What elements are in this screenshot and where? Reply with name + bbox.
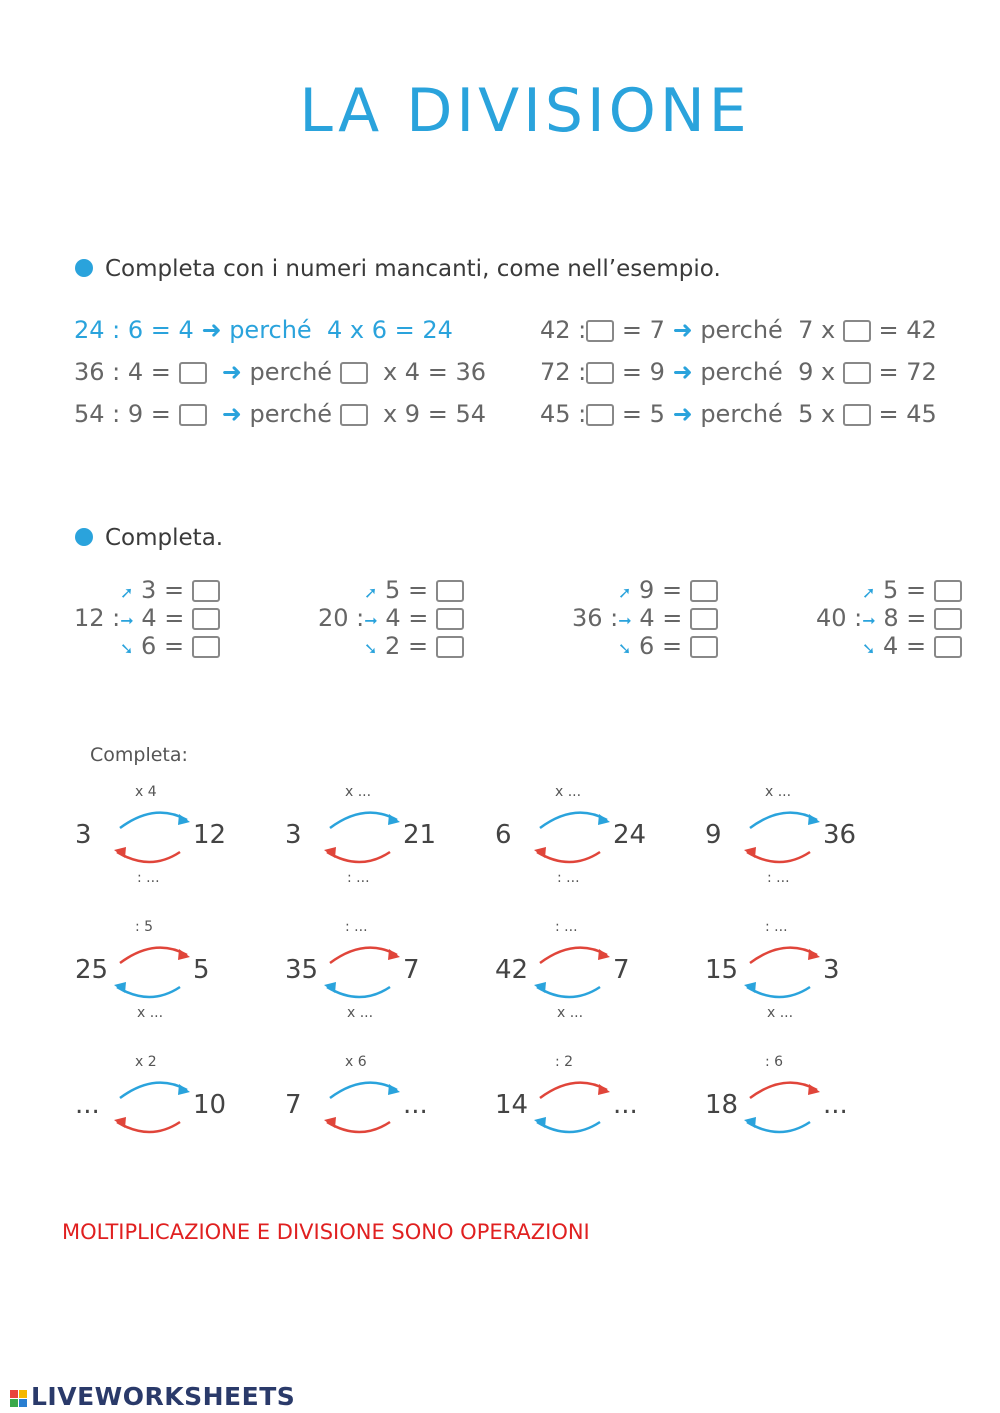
answer-box[interactable] (586, 362, 614, 384)
top-arrow (120, 1083, 187, 1098)
top-operation-label: x ... (555, 784, 582, 800)
bottom-operation-label: x ... (767, 1005, 794, 1021)
bottom-arrowhead (324, 982, 336, 993)
liveworksheets-logo: LIVEWORKSHEETS (10, 1382, 295, 1411)
top-arrowhead (388, 949, 400, 960)
top-arrowhead (178, 1084, 190, 1095)
cycle-diagram (75, 919, 275, 1035)
arrow-right-icon: ➞ (120, 611, 134, 630)
top-arrow (120, 813, 187, 828)
right-number: ... (823, 1090, 848, 1120)
arrow-right-icon: ➞ (364, 611, 378, 630)
bottom-arrowhead (534, 847, 546, 858)
cycle-diagram (495, 784, 695, 900)
arrow-right-icon: ➜ (672, 316, 693, 344)
left-number: 15 (705, 955, 739, 985)
cycle-diagram (495, 919, 695, 1035)
bottom-arrow (747, 852, 810, 862)
answer-box[interactable] (690, 636, 718, 658)
right-number: ... (403, 1090, 428, 1120)
equation-row: 36 : 4 = ➜ perché x 4 = 36 (74, 358, 486, 386)
top-arrowhead (598, 814, 610, 825)
answer-box[interactable] (436, 580, 464, 602)
bottom-arrow (327, 852, 390, 862)
answer-box[interactable] (436, 608, 464, 630)
left-number: 3 (75, 820, 92, 850)
answer-box[interactable] (690, 580, 718, 602)
bottom-arrow (747, 1122, 810, 1132)
equation-row: 54 : 9 = ➜ perché x 9 = 54 (74, 400, 486, 428)
answer-box[interactable] (179, 404, 207, 426)
arrow-up-right-icon: ➚ (364, 583, 378, 602)
equation-row: 42 : = 7 ➜ perché 7 x = 42 (540, 316, 937, 344)
left-number: 42 (495, 955, 529, 985)
bottom-operation-label: x ... (557, 1005, 584, 1021)
bottom-arrow (537, 987, 600, 997)
left-number: 7 (285, 1090, 302, 1120)
bottom-arrowhead (324, 847, 336, 858)
example-equation: 24 : 6 = 4 ➜ perché 4 x 6 = 24 (74, 316, 453, 344)
cycle-diagram (495, 1054, 695, 1170)
arrow-down-right-icon: ➘ (364, 639, 378, 658)
answer-box[interactable] (340, 404, 368, 426)
bottom-arrowhead (114, 982, 126, 993)
top-arrowhead (178, 949, 190, 960)
right-number: 12 (193, 820, 227, 850)
bottom-arrowhead (744, 982, 756, 993)
equation-row: 45 : = 5 ➜ perché 5 x = 45 (540, 400, 937, 428)
right-number: ... (613, 1090, 638, 1120)
bottom-operation-label: : ... (557, 870, 580, 886)
top-arrowhead (388, 1084, 400, 1095)
division-fan: ➚ 5 = 20 :➞ 4 = ➘ 2 = (318, 576, 464, 660)
answer-box[interactable] (843, 404, 871, 426)
top-arrow (750, 1083, 817, 1098)
division-fan: ➚ 3 = 12 :➞ 4 = ➘ 6 = (74, 576, 220, 660)
cycle-diagram (705, 919, 905, 1035)
arrow-up-right-icon: ➚ (120, 583, 134, 602)
right-number: 24 (613, 820, 647, 850)
section3-instruction: Completa: (90, 744, 188, 766)
left-number: 25 (75, 955, 109, 985)
top-operation-label: : 2 (555, 1054, 574, 1070)
logo-mark-icon (10, 1390, 27, 1407)
arrow-right-icon: ➞ (618, 611, 632, 630)
arrow-right-icon: ➜ (201, 316, 222, 344)
top-operation-label: : ... (765, 919, 788, 935)
top-arrow (330, 1083, 397, 1098)
bottom-arrowhead (114, 1117, 126, 1128)
cycle-diagram (705, 784, 905, 900)
top-arrow (120, 948, 187, 963)
bottom-arrowhead (114, 847, 126, 858)
left-number: 6 (495, 820, 512, 850)
answer-box[interactable] (436, 636, 464, 658)
cycle-diagram (285, 1054, 485, 1170)
bottom-arrow (327, 1122, 390, 1132)
top-operation-label: : 5 (135, 919, 154, 935)
top-operation-label: x ... (765, 784, 792, 800)
bottom-operation-label: : ... (137, 870, 160, 886)
bottom-operation-label: : ... (347, 870, 370, 886)
left-number: 35 (285, 955, 319, 985)
cycle-diagram (285, 784, 485, 900)
answer-box[interactable] (934, 636, 962, 658)
right-number: 7 (613, 955, 630, 985)
top-arrow (540, 813, 607, 828)
right-number: 10 (193, 1090, 227, 1120)
arrow-right-icon: ➞ (862, 611, 876, 630)
left-number: 9 (705, 820, 722, 850)
answer-box[interactable] (192, 636, 220, 658)
answer-box[interactable] (934, 608, 962, 630)
footer-text: MOLTIPLICAZIONE E DIVISIONE SONO OPERAZIONI (62, 1220, 590, 1244)
top-operation-label: x 6 (345, 1054, 367, 1070)
top-arrowhead (808, 814, 820, 825)
answer-box[interactable] (934, 580, 962, 602)
answer-box[interactable] (690, 608, 718, 630)
top-arrow (540, 1083, 607, 1098)
right-number: 36 (823, 820, 857, 850)
left-number: 3 (285, 820, 302, 850)
answer-box[interactable] (843, 320, 871, 342)
right-number: 3 (823, 955, 840, 985)
answer-box[interactable] (586, 320, 614, 342)
cycle-diagram (285, 919, 485, 1035)
section2-instruction: Completa. (75, 525, 223, 551)
arrow-down-right-icon: ➘ (862, 639, 876, 658)
top-arrowhead (598, 1084, 610, 1095)
top-arrowhead (388, 814, 400, 825)
bottom-arrow (747, 987, 810, 997)
answer-box[interactable] (179, 362, 207, 384)
top-operation-label: x 4 (135, 784, 157, 800)
arrow-down-right-icon: ➘ (120, 639, 134, 658)
arrow-up-right-icon: ➚ (618, 583, 632, 602)
arrow-right-icon: ➜ (221, 358, 242, 386)
answer-box[interactable] (192, 608, 220, 630)
page-title: LA DIVISIONE (299, 76, 751, 146)
top-operation-label: x ... (345, 784, 372, 800)
cycle-diagram (75, 1054, 275, 1170)
bottom-arrowhead (744, 847, 756, 858)
right-number: 5 (193, 955, 210, 985)
answer-box[interactable] (586, 404, 614, 426)
bottom-operation-label: x ... (347, 1005, 374, 1021)
answer-box[interactable] (192, 580, 220, 602)
cycle-diagram (75, 784, 275, 900)
right-number: 21 (403, 820, 437, 850)
bottom-operation-label: x ... (137, 1005, 164, 1021)
bullet-icon (75, 259, 93, 277)
bottom-arrow (327, 987, 390, 997)
bottom-arrow (117, 1122, 180, 1132)
answer-box[interactable] (843, 362, 871, 384)
arrow-right-icon: ➜ (672, 400, 693, 428)
arrow-down-right-icon: ➘ (618, 639, 632, 658)
bottom-arrowhead (744, 1117, 756, 1128)
bottom-arrow (117, 987, 180, 997)
left-number: 18 (705, 1090, 739, 1120)
answer-box[interactable] (340, 362, 368, 384)
bottom-arrowhead (534, 1117, 546, 1128)
bottom-arrowhead (534, 982, 546, 993)
left-number: 14 (495, 1090, 529, 1120)
top-arrowhead (808, 949, 820, 960)
bottom-arrowhead (324, 1117, 336, 1128)
bottom-arrow (537, 1122, 600, 1132)
arrow-up-right-icon: ➚ (862, 583, 876, 602)
bottom-arrow (117, 852, 180, 862)
arrow-right-icon: ➜ (221, 400, 242, 428)
top-arrowhead (178, 814, 190, 825)
top-arrow (750, 813, 817, 828)
top-operation-label: : ... (555, 919, 578, 935)
top-arrow (330, 813, 397, 828)
top-arrowhead (808, 1084, 820, 1095)
top-arrow (750, 948, 817, 963)
bottom-arrow (537, 852, 600, 862)
cycle-diagram (705, 1054, 905, 1170)
top-arrowhead (598, 949, 610, 960)
top-operation-label: : 6 (765, 1054, 784, 1070)
equation-row: 72 : = 9 ➜ perché 9 x = 72 (540, 358, 937, 386)
top-arrow (540, 948, 607, 963)
top-operation-label: x 2 (135, 1054, 157, 1070)
top-operation-label: : ... (345, 919, 368, 935)
bullet-icon (75, 528, 93, 546)
bottom-operation-label: : ... (767, 870, 790, 886)
division-fan: ➚ 9 = 36 :➞ 4 = ➘ 6 = (572, 576, 718, 660)
right-number: 7 (403, 955, 420, 985)
top-arrow (330, 948, 397, 963)
section1-instruction: Completa con i numeri mancanti, come nell’esempio. (75, 256, 721, 282)
division-fan: ➚ 5 = 40 :➞ 8 = ➘ 4 = (816, 576, 962, 660)
arrow-right-icon: ➜ (672, 358, 693, 386)
left-number: ... (75, 1090, 100, 1120)
